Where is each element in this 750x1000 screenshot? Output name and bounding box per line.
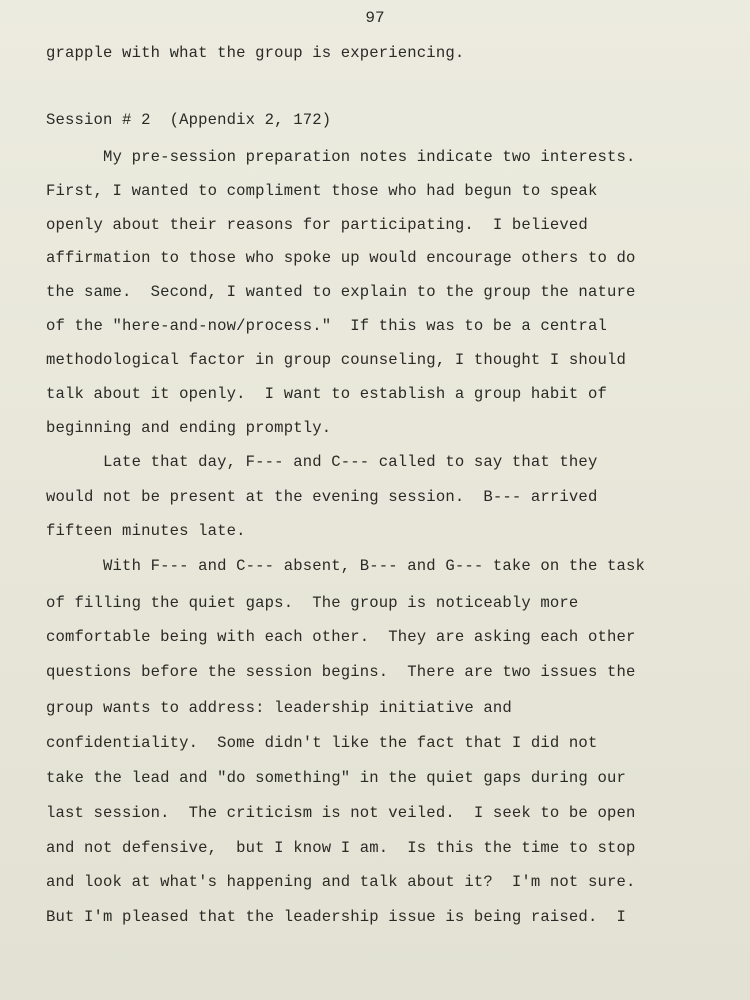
text-line: the same. Second, I wanted to explain to the group the nature <box>46 283 636 301</box>
text-line: questions before the session begins. There are two issues the <box>46 663 636 681</box>
text-line: affirmation to those who spoke up would encourage others to do <box>46 249 636 267</box>
text-line: First, I wanted to compliment those who had begun to speak <box>46 182 598 200</box>
text-line: With F--- and C--- absent, B--- and G--- take on the task <box>46 557 645 575</box>
text-line: would not be present at the evening session. B--- arrived <box>46 488 598 506</box>
page-number: 97 <box>365 9 385 27</box>
text-line: last session. The criticism is not veiled. I seek to be open <box>46 804 636 822</box>
text-line: grapple with what the group is experiencing. <box>46 44 465 62</box>
text-line: and look at what's happening and talk about it? I'm not sure. <box>46 873 636 891</box>
text-line: group wants to address: leadership initiative and <box>46 699 512 717</box>
text-line: of the "here-and-now/process." If this was to be a central <box>46 317 607 335</box>
text-line: and not defensive, but I know I am. Is this the time to stop <box>46 839 636 857</box>
text-line: comfortable being with each other. They are asking each other <box>46 628 636 646</box>
text-line: talk about it openly. I want to establish a group habit of <box>46 385 607 403</box>
text-line: of filling the quiet gaps. The group is noticeably more <box>46 594 579 612</box>
text-line: beginning and ending promptly. <box>46 419 332 437</box>
text-line: fifteen minutes late. <box>46 522 246 540</box>
text-line: My pre-session preparation notes indicate two interests. <box>46 148 636 166</box>
text-line: confidentiality. Some didn't like the fact that I did not <box>46 734 598 752</box>
text-line: Late that day, F--- and C--- called to say that they <box>46 453 598 471</box>
text-line: take the lead and "do something" in the quiet gaps during our <box>46 769 626 787</box>
section-heading: Session # 2 (Appendix 2, 172) <box>46 111 332 129</box>
text-line: But I'm pleased that the leadership issue is being raised. I <box>46 908 626 926</box>
text-line: openly about their reasons for participating. I believed <box>46 216 588 234</box>
text-line: methodological factor in group counseling, I thought I should <box>46 351 626 369</box>
